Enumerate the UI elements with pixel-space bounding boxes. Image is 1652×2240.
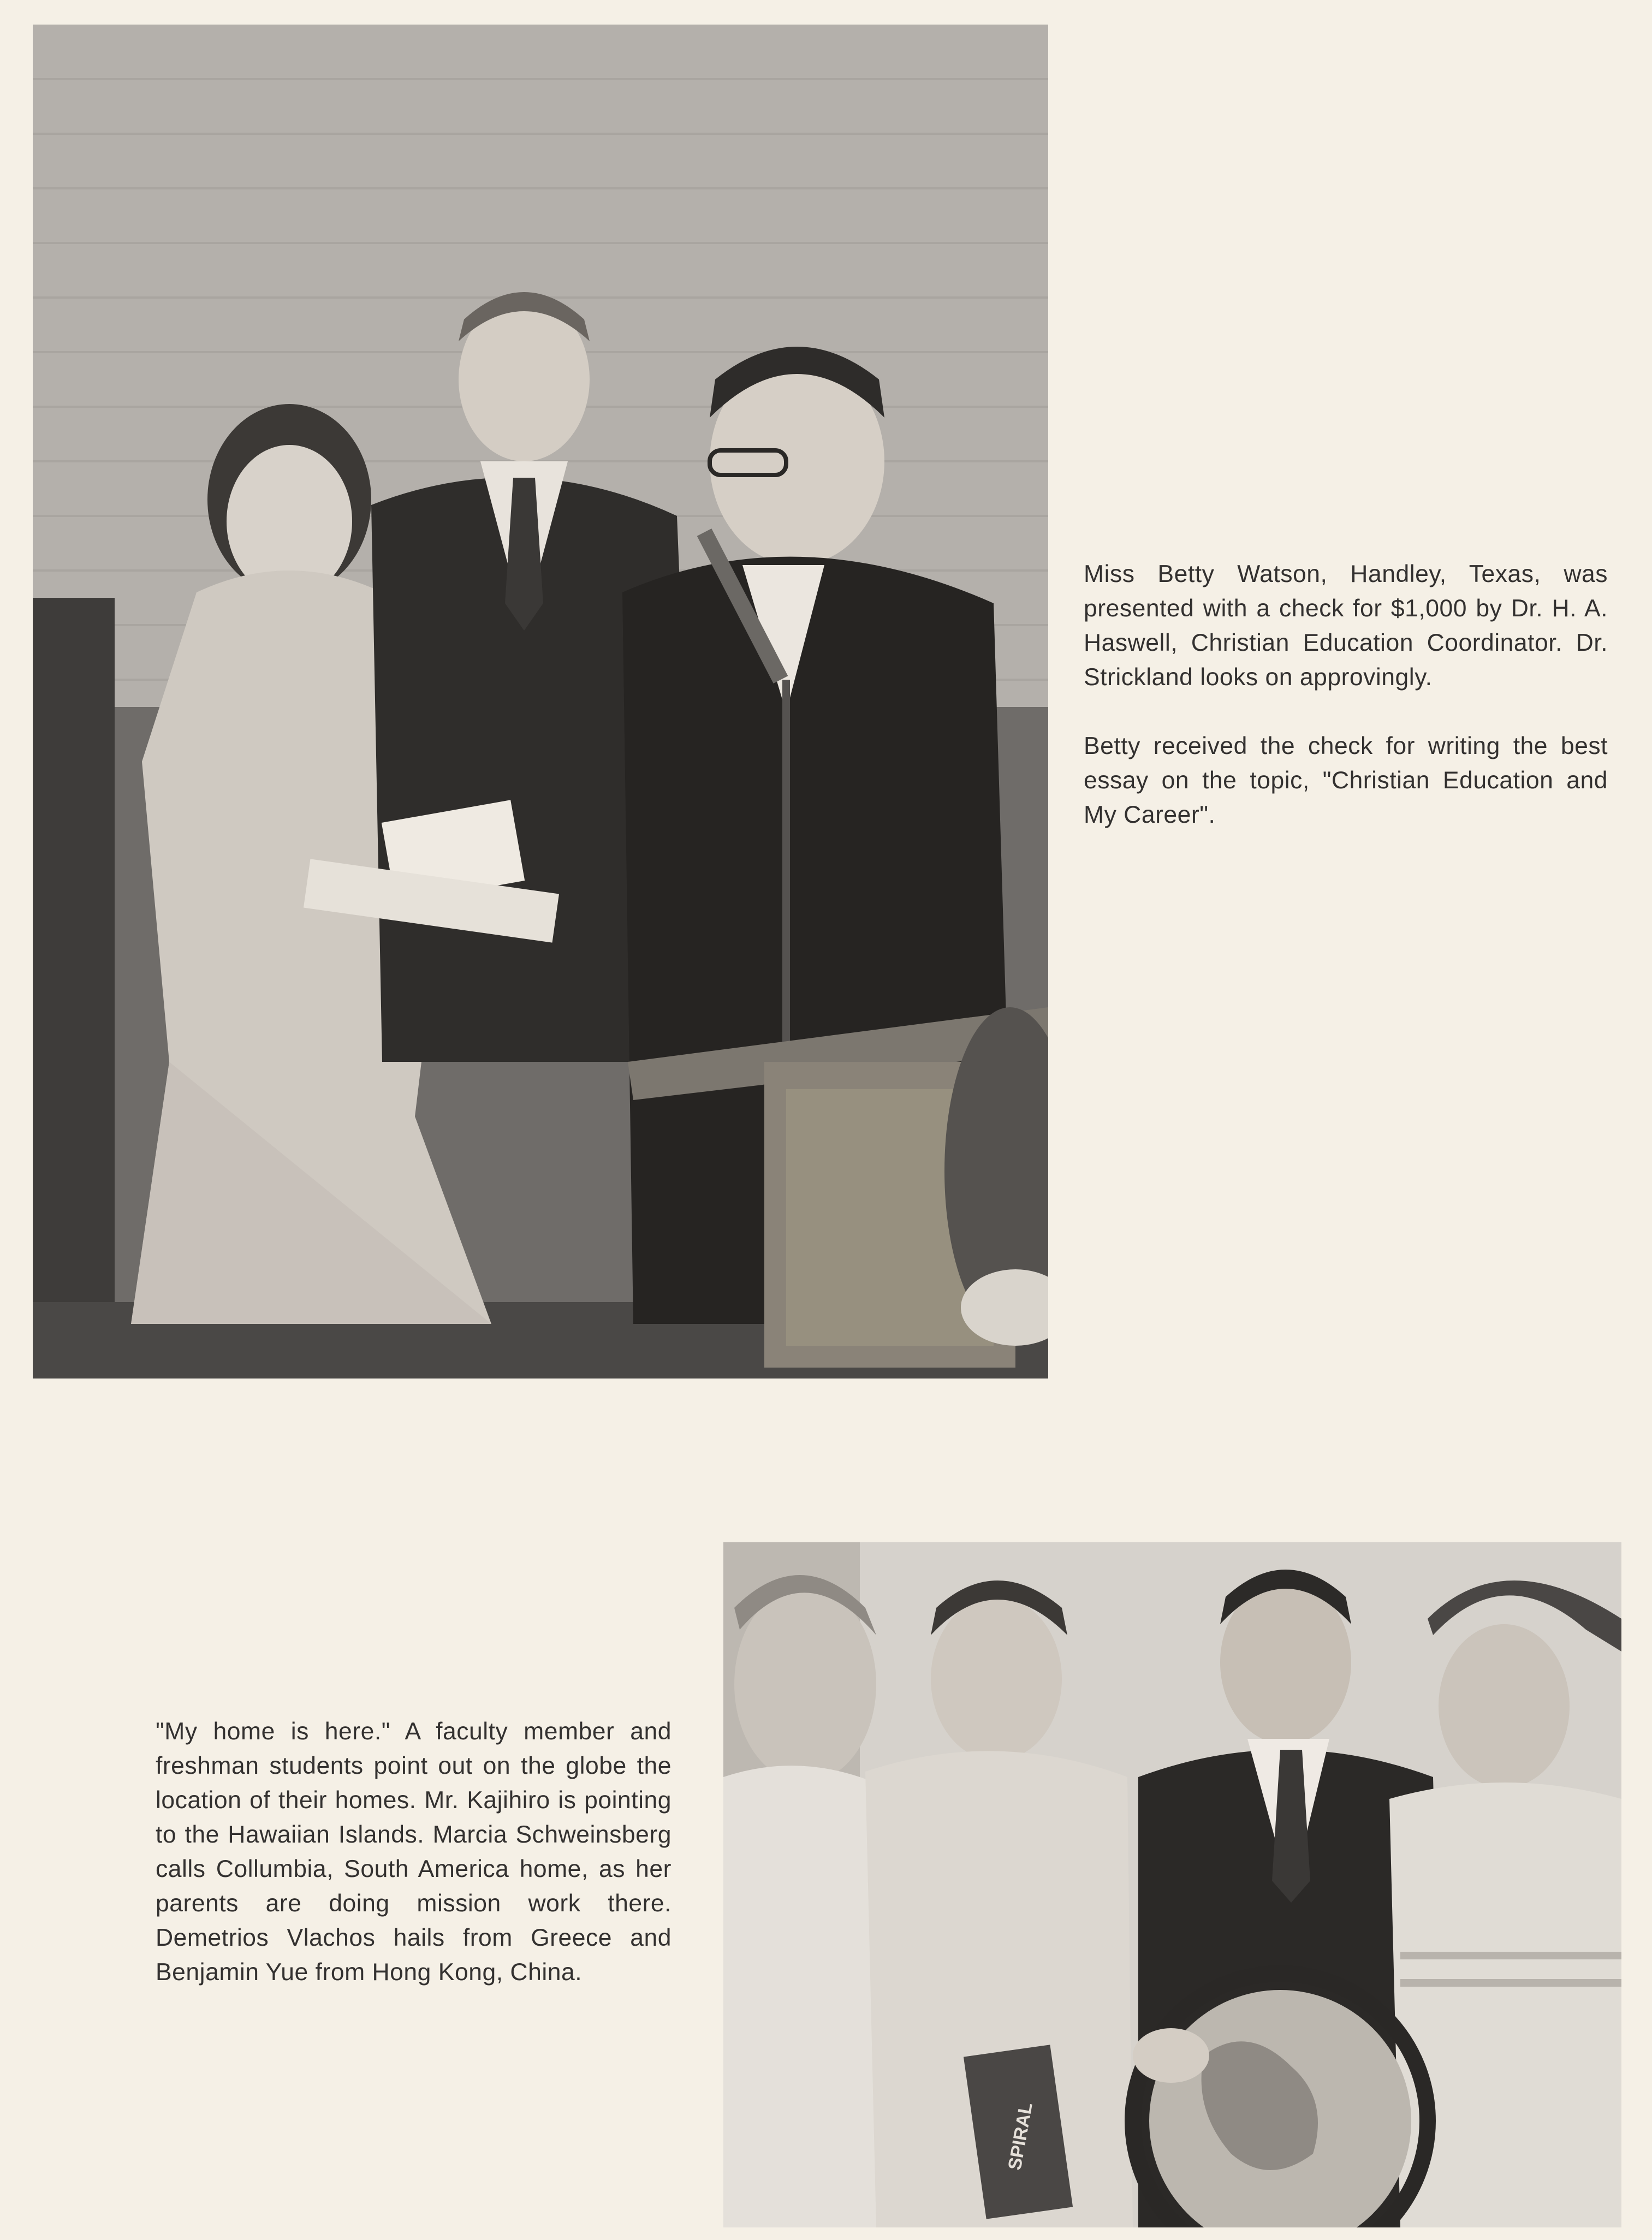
award-presentation-illustration	[33, 25, 1048, 1379]
award-caption-paragraph-1: Miss Betty Watson, Handley, Texas, was presented with a check for $1,000 by Dr. H. A. Haswell, Christian Education Coordinator. Dr. Strickland looks on approvingly.	[1084, 561, 1608, 691]
award-caption-paragraph-2: Betty received the check for writing the best essay on the topic, "Christian Education and My Career".	[1084, 733, 1608, 828]
award-caption	[1084, 557, 1608, 832]
globe-students-photo	[723, 1542, 1621, 2227]
award-presentation-photo	[33, 25, 1048, 1379]
globe-caption-text: "My home is here." A faculty member and freshman students point out on the globe the location of their homes. Mr. Kajihiro is pointing to the Hawaiian Islands. Marcia Schweinsberg calls Collumbia, South America home, as her parents are doing mission work there. Demetrios Vlachos hails from Greece and Benjamin Yue from Hong Kong, China.	[156, 1718, 672, 1986]
globe-caption	[156, 1714, 672, 1989]
globe-students-illustration	[723, 1542, 1621, 2227]
book-cover-label: SPIRAL	[1004, 2101, 1037, 2172]
